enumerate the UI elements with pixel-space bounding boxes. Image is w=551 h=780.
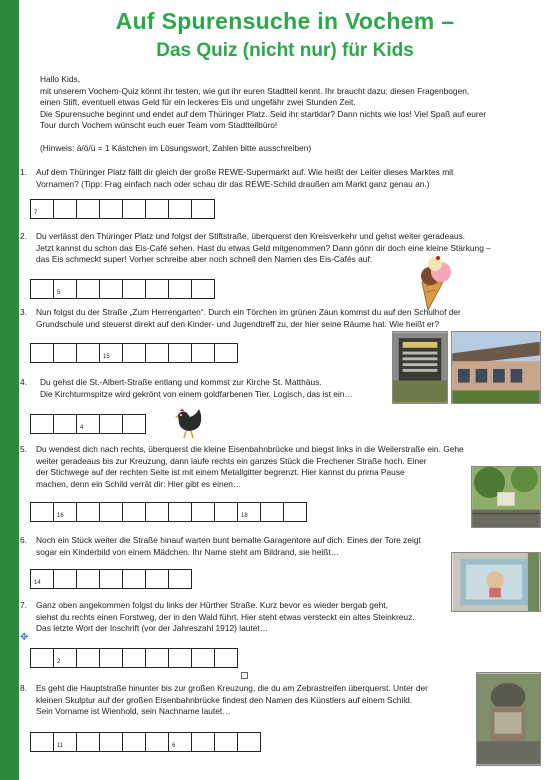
hint-text: (Hinweis: ä/ö/ü = 1 Kästchen im Lösungswort, Zahlen bitte ausschreiben) (40, 143, 312, 153)
box-hint-number: 15 (103, 354, 110, 360)
answer-box[interactable] (191, 343, 215, 363)
question-line: kleinen Skulptur auf der großen Eisenbahnbrücke findest den Namen des Künstlers auf einem Schild. (36, 694, 413, 705)
answer-box[interactable] (30, 569, 54, 589)
question-line: der Stichwege auf der rechten Seite ist mit einem Metallgitter begrenzt. Hier kannst du prima Pause (36, 467, 405, 478)
answer-box[interactable] (168, 343, 192, 363)
answer-box[interactable] (191, 279, 215, 299)
answer-box[interactable] (122, 414, 146, 434)
answer-box[interactable] (260, 502, 284, 522)
answer-box[interactable] (76, 343, 100, 363)
answer-box[interactable] (30, 199, 54, 219)
answer-box[interactable] (214, 732, 238, 752)
answer-box[interactable] (145, 732, 169, 752)
answer-box[interactable] (283, 502, 307, 522)
question-number: 3. (20, 307, 27, 317)
question-line: weiter geradeaus bis zur Kreuzung, dann laufe rechts ein ganzes Stück die Frechener Straße hoch. Einer (36, 455, 427, 466)
answer-box[interactable] (76, 648, 100, 668)
answer-box[interactable] (30, 648, 54, 668)
page-sidebar-bar (0, 0, 19, 780)
answer-box[interactable] (76, 199, 100, 219)
question-number: 5. (20, 444, 27, 454)
answer-box[interactable] (30, 279, 54, 299)
box-hint-number: 7 (34, 210, 38, 216)
move-handle-icon[interactable]: ✥ (20, 632, 29, 643)
question-number: 7. (20, 600, 27, 610)
intro-line: mit unserem Vochem-Quiz könnt ihr testen, wie gut ihr euren Stadtteil kennt. Ihr braucht dazu: diesen Fragenbogen, (40, 85, 470, 96)
answer-box[interactable] (214, 343, 238, 363)
question-line: Jetzt kannst du schon das Eis-Café sehen. Hast du etwas Geld mitgenommen? Dann gönn dir doch eine kleine Stärkung – (36, 242, 491, 253)
answer-box[interactable] (122, 199, 146, 219)
answer-box[interactable] (168, 502, 192, 522)
box-hint-number: 14 (34, 580, 41, 586)
answer-box[interactable] (53, 502, 77, 522)
answer-box[interactable] (191, 648, 215, 668)
answer-box[interactable] (99, 732, 123, 752)
answer-box[interactable] (53, 414, 77, 434)
answer-box[interactable] (99, 279, 123, 299)
answer-box[interactable] (145, 569, 169, 589)
question-number: 4. (20, 377, 27, 387)
table-resize-handle[interactable] (241, 672, 248, 679)
question-line: Ganz oben angekommen folgst du links der Hürther Straße. Kurz bevor es wieder bergab geht, (36, 600, 388, 610)
answer-boxes (30, 343, 238, 363)
answer-boxes (30, 569, 192, 589)
question-text (36, 600, 466, 635)
answer-box[interactable] (53, 343, 77, 363)
answer-box[interactable] (76, 279, 100, 299)
answer-box[interactable] (99, 414, 123, 434)
question-line: Die Kirchturmspitze wird gekrönt von einem goldfarbenen Tier. Logisch, das ist ein… (40, 388, 353, 399)
answer-box[interactable] (53, 648, 77, 668)
answer-box[interactable] (76, 732, 100, 752)
answer-box[interactable] (53, 279, 77, 299)
question-text (40, 377, 390, 400)
box-hint-number: 11 (57, 743, 64, 749)
page-subtitle: Das Quiz (nicht nur) für Kids (156, 40, 414, 61)
answer-box[interactable] (122, 732, 146, 752)
answer-box[interactable] (30, 414, 54, 434)
intro-line: Die Spurensuche beginnt und endet auf dem Thüringer Platz. Seid ihr startklar? Dann nichts wie los! Viel Spaß auf eurer (40, 108, 487, 119)
intro-text (40, 74, 540, 132)
answer-box[interactable] (191, 502, 215, 522)
box-hint-number: 4 (80, 425, 84, 431)
box-hint-number: 16 (57, 513, 64, 519)
question-text (36, 231, 541, 266)
question-line: Du wendest dich nach rechts, überquerst die kleine Eisenbahnbrücke und biegst links in die Weilerstraße ein. Gehe (36, 444, 464, 454)
answer-box[interactable] (168, 732, 192, 752)
answer-box[interactable] (99, 502, 123, 522)
answer-box[interactable] (76, 502, 100, 522)
rooster-icon (172, 405, 204, 439)
answer-boxes (30, 502, 307, 522)
ice-cream-icon (410, 256, 460, 312)
question-text (36, 683, 476, 718)
question-line: Du verlässt den Thüringer Platz und folgst der Stiftstraße, überquerst den Kreisverkehr und gehst weiter geradeaus. (36, 231, 466, 241)
intro-line: Tour durch Vochem wünscht euch euer Team vom Stadtteilbüro! (40, 120, 278, 131)
answer-box[interactable] (168, 569, 192, 589)
answer-box[interactable] (99, 648, 123, 668)
answer-box[interactable] (122, 569, 146, 589)
question-line: Grundschule und steuerst direkt auf den Kinder- und Jugendtreff zu, der hier seine Räume hat. Wie heißt er? (36, 318, 440, 329)
question-line: Nun folgst du der Straße „Zum Herrengarten“. Durch ein Törchen im grünen Zaun kommst du auf den Schulhof der (36, 307, 461, 317)
question-line: das Eis schmeckt super! Vorher schreibe aber noch schnell den Namen des Eis-Cafés auf: (36, 254, 373, 265)
photo-info-board (392, 331, 448, 404)
answer-box[interactable] (53, 199, 77, 219)
answer-box[interactable] (99, 343, 123, 363)
question-number: 6. (20, 535, 27, 545)
answer-box[interactable] (145, 648, 169, 668)
answer-box[interactable] (122, 343, 146, 363)
answer-box[interactable] (122, 279, 146, 299)
answer-boxes (30, 648, 238, 668)
answer-box[interactable] (122, 648, 146, 668)
question-line: Vornamen? (Tipp: Frag einfach nach oder schau dir das REWE-Schild draußen am Markt ganz genau an.) (36, 178, 430, 189)
answer-box[interactable] (237, 732, 261, 752)
question-text (36, 307, 546, 330)
intro-line: Hallo Kids, (40, 74, 81, 84)
photo-sculpture (476, 672, 541, 766)
answer-boxes (30, 279, 215, 299)
photo-rest-area (471, 466, 541, 528)
question-line: machen, denn ein Schild verrät dir: Hier gibt es einen… (36, 478, 242, 489)
photo-school-building (451, 331, 541, 404)
box-hint-number: 2 (57, 659, 61, 665)
answer-box[interactable] (145, 502, 169, 522)
answer-box[interactable] (30, 502, 54, 522)
answer-box[interactable] (99, 569, 123, 589)
answer-box[interactable] (168, 648, 192, 668)
answer-box[interactable] (30, 343, 54, 363)
page-title: Auf Spurensuche in Vochem – (115, 8, 455, 34)
intro-line: einen Stift, eventuell etwas Geld für ein leckeres Eis und ungefähr zwei Stunden Zeit. (40, 97, 356, 108)
answer-boxes (30, 732, 261, 752)
question-line: Das letzte Wort der Inschrift (vor der Jahreszahl 1912) lautet… (36, 623, 269, 634)
answer-boxes (30, 414, 146, 434)
answer-box[interactable] (30, 732, 54, 752)
box-hint-number: 5 (57, 290, 61, 296)
answer-box[interactable] (168, 279, 192, 299)
answer-boxes (30, 199, 215, 219)
question-line: Sein Vorname ist Wienhold, sein Nachname lautet… (36, 706, 231, 717)
question-line: Auf dem Thüringer Platz fällt dir gleich der große REWE-Supermarkt auf. Wie heißt der Leiter dieses Marktes mit (36, 167, 454, 177)
answer-box[interactable] (191, 732, 215, 752)
answer-box[interactable] (145, 199, 169, 219)
question-text (36, 167, 536, 190)
question-text (36, 444, 541, 490)
answer-box[interactable] (214, 502, 238, 522)
answer-box[interactable] (122, 502, 146, 522)
question-number: 2. (20, 231, 27, 241)
answer-box[interactable] (214, 648, 238, 668)
box-hint-number: 6 (172, 743, 176, 749)
answer-box[interactable] (191, 199, 215, 219)
answer-box[interactable] (53, 732, 77, 752)
question-number: 8. (20, 683, 27, 693)
answer-box[interactable] (237, 502, 261, 522)
answer-box[interactable] (53, 569, 77, 589)
question-line: Noch ein Stück weiter die Straße hinauf warten bunt bemalte Garagentore auf dich. Eines der Tore zeigt (36, 535, 421, 545)
answer-box[interactable] (145, 279, 169, 299)
question-number: 1. (20, 167, 27, 177)
answer-box[interactable] (168, 199, 192, 219)
answer-box[interactable] (145, 343, 169, 363)
question-line: Es geht die Hauptstraße hinunter bis zur großen Kreuzung, die du am Zebrastreifen überquerst. Unter der (36, 683, 428, 693)
answer-box[interactable] (99, 199, 123, 219)
question-line: Du gehst die St.-Albert-Straße entlang und kommst zur Kirche St. Matthäus. (40, 377, 322, 387)
box-hint-number: 18 (241, 513, 248, 519)
answer-box[interactable] (76, 414, 100, 434)
answer-box[interactable] (76, 569, 100, 589)
question-line: sogar ein Kinderbild von einem Mädchen. Ihr Name steht am Bildrand, sie heißt… (36, 546, 340, 557)
question-line: siehst du rechts einen Forstweg, der in den Wald führt. Hier steht etwas versteckt ein altes Steinkreuz. (36, 611, 415, 622)
